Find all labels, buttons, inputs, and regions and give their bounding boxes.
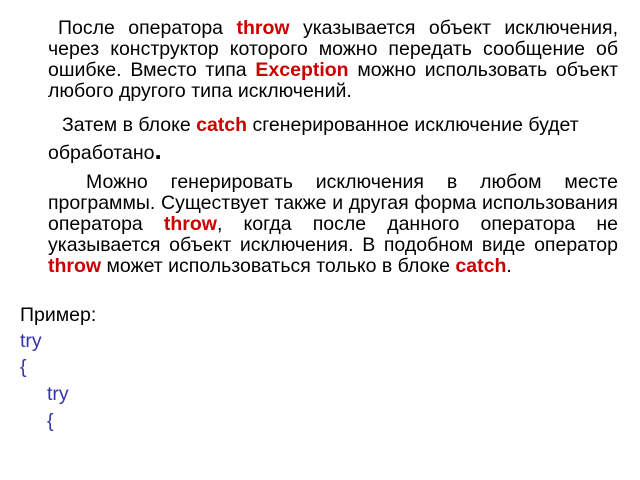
paragraph-catch: [48, 113, 618, 166]
p3-text-1: Можно генерировать исключения в любом месте программы. Существует также и другая форма использования оператора: [48, 171, 618, 235]
code-line-try: try: [20, 330, 42, 352]
example-label: Пример:: [20, 304, 97, 326]
code-line-inner-try: try: [47, 383, 69, 405]
p3-text-4: .: [506, 255, 512, 277]
code-line-inner-open-brace: {: [47, 410, 54, 432]
keyword-catch: catch: [196, 114, 248, 136]
p3-text-3: может использоваться только в блоке: [101, 255, 456, 277]
keyword-exception: Exception: [255, 59, 349, 81]
keyword-throw-2: throw: [163, 213, 217, 235]
paragraph-throw-intro: [48, 18, 618, 102]
p1-text-2: указывается объект исключения, через конструктор которого можно передать сообщение об ошибке. Вместо типа: [48, 17, 618, 81]
keyword-throw-3: throw: [48, 255, 102, 277]
paragraph-generate: [48, 172, 618, 277]
p1-text-1: После оператора: [58, 17, 237, 39]
code-line-open-brace: {: [20, 356, 27, 378]
p1-text-3: можно использовать объект любого другого типа исключений.: [48, 59, 618, 102]
keyword-throw: throw: [236, 17, 290, 39]
p2-text-1: Затем в блоке: [62, 114, 197, 136]
p3-text-2: , когда после данного оператора не указывается объект исключения. В подобном виде оператор: [48, 213, 618, 256]
p2-text-2: сгенерированное исключение будет обработано: [48, 114, 579, 164]
p2-dot: .: [154, 135, 162, 165]
keyword-catch-2: catch: [455, 255, 507, 277]
